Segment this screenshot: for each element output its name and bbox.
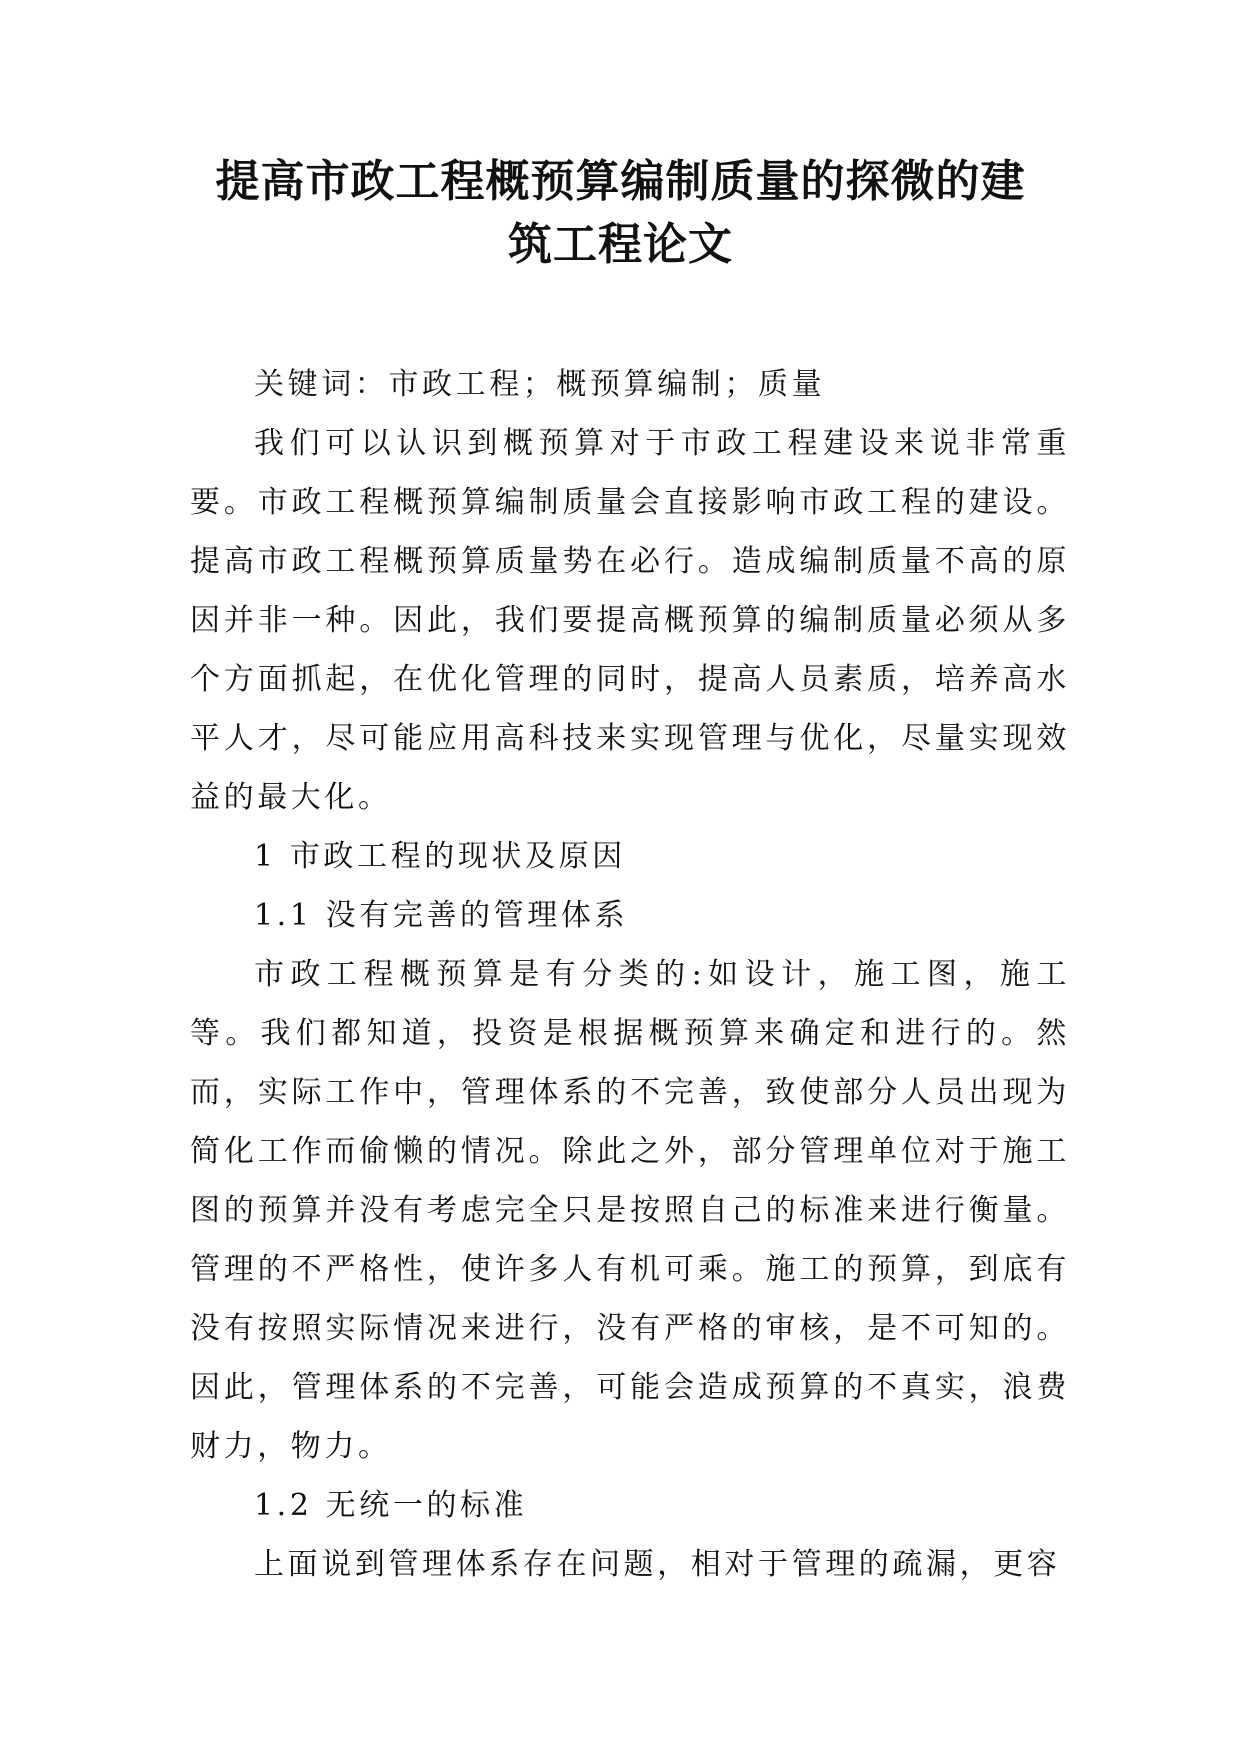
section-heading-1: 1 市政工程的现状及原因: [254, 839, 626, 874]
title-line-2: 筑工程论文: [508, 219, 733, 270]
intro-paragraph: 我们可以认识到概预算对于市政工程建设来说非常重要。市政工程概预算编制质量会直接影响市政工程的建设。提高市政工程概预算质量势在必行。造成编制质量不高的原因并非一种。因此，我们要提高概预算的编制质量必须从多个方面抓起，在优化管理的同时，提高人员素质，培养高水平人才，尽可能应用高科技来实现管理与优化，尽量实现效益的最大化。: [190, 426, 1070, 815]
keywords-paragraph: 关键词：市政工程；概预算编制；质量: [254, 367, 826, 402]
body-paragraph-1-1: 市政工程概预算是有分类的:如设计，施工图，施工等。我们都知道，投资是根据概预算来确定和进行的。然而，实际工作中，管理体系的不完善，致使部分人员出现为简化工作而偷懒的情况。除此之外，部分管理单位对于施工图的预算并没有考虑完全只是按照自己的标准来进行衡量。管理的不严格性，使许多人有机可乘。施工的预算，到底有没有按照实际情况来进行，没有严格的审核，是不可知的。因此，管理体系的不完善，可能会造成预算的不真实，浪费财力，物力。: [190, 957, 1070, 1464]
title-line-1: 提高市政工程概预算编制质量的探微的建: [215, 156, 1026, 207]
subsection-heading-1-1: 1.1 没有完善的管理体系: [254, 898, 629, 933]
document-title: [150, 150, 1091, 276]
subsection-heading-1-2: 1.2 无统一的标准: [254, 1488, 528, 1523]
body-paragraph-1-2: 上面说到管理体系存在问题，相对于管理的疏漏，更容: [254, 1547, 1061, 1582]
document-body: [190, 355, 1070, 1594]
